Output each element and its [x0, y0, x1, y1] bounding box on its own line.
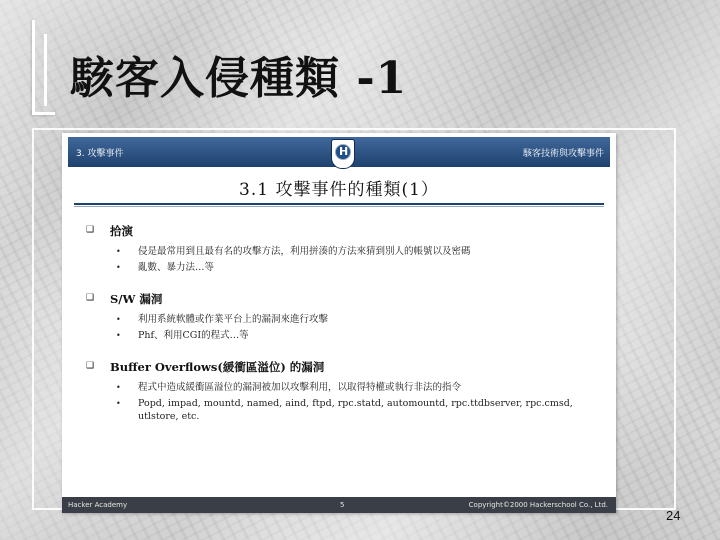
decorative-frame-inner: [44, 34, 59, 106]
page-title: 駭客入侵種類 -1: [70, 53, 408, 104]
list-item-text: Popd, impad, mountd, named, aind, ftpd, rpc.statd, automountd, rpc.ttdbserver, rpc.cmsd, utlstore, etc.: [138, 398, 573, 422]
bullet-dot-icon: •: [116, 247, 121, 256]
list-item: [86, 329, 606, 342]
section-heading: S/W 漏洞: [110, 292, 163, 306]
footer-brand: Hacker Academy: [68, 501, 128, 509]
list-item: [86, 313, 606, 326]
list-item: [86, 381, 606, 394]
bullet-dot-icon: •: [116, 399, 121, 408]
section-2: [86, 291, 606, 345]
list-item-text: 亂數、暴力法…等: [138, 262, 215, 273]
bullet-dot-icon: •: [116, 331, 121, 340]
list-item-text: 利用系統軟體或作業平台上的漏洞來進行攻擊: [138, 314, 329, 325]
list-item-text: 程式中造成緩衝區溢位的漏洞被加以攻擊利用，以取得特權或執行非法的指令: [138, 382, 462, 393]
bullet-dot-icon: •: [116, 383, 121, 392]
footer-slide-number: 5: [340, 501, 345, 509]
square-bullet-icon: ❑: [86, 361, 95, 371]
slide-header-bar: [68, 137, 610, 167]
page-number: 24: [666, 508, 681, 523]
square-bullet-icon: ❑: [86, 293, 95, 303]
bullet-dot-icon: •: [116, 315, 121, 324]
shield-logo-icon: [331, 139, 355, 169]
divider-thin: [74, 206, 604, 207]
list-item: [86, 245, 606, 258]
section-3: [86, 359, 606, 426]
list-item-text: Phf、利用CGI的程式…等: [138, 330, 249, 341]
list-item-text: 侵是最常用到且最有名的攻擊方法，利用拼湊的方法來猜到別人的帳號以及密碼: [138, 246, 471, 257]
section-1: [86, 223, 606, 277]
list-item: [86, 397, 606, 423]
bullet-dot-icon: •: [116, 263, 121, 272]
divider: [74, 203, 604, 205]
square-bullet-icon: ❑: [86, 225, 95, 235]
section-heading: Buffer Overflows(緩衝區溢位) 的漏洞: [110, 360, 325, 374]
logo-letter: H: [339, 145, 349, 158]
slide-topic-label: 駭客技術與攻擊事件: [522, 149, 604, 159]
slide-section-label: 3. 攻擊事件: [76, 149, 124, 159]
embedded-slide: [62, 133, 616, 513]
section-heading: 拾演: [110, 224, 133, 238]
slide-subtitle: 3.1 攻擊事件的種類(1）: [239, 180, 439, 200]
slide-footer: [62, 497, 616, 513]
footer-copyright: Copyright©2000 Hackerschool Co., Ltd.: [468, 501, 608, 509]
list-item: [86, 261, 606, 274]
